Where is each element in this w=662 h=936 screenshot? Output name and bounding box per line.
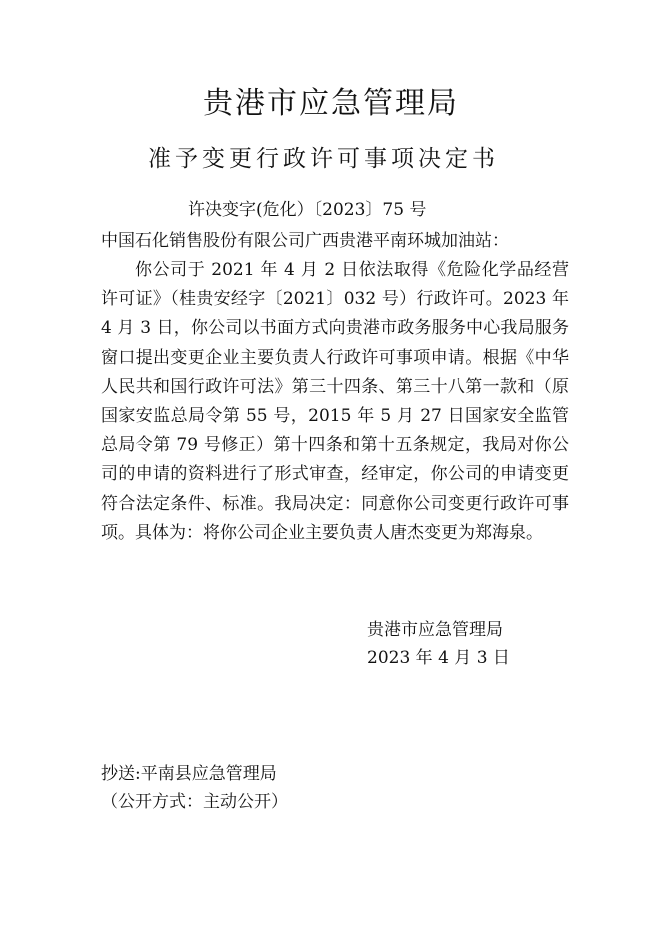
cc-line: 抄送:平南县应急管理局 <box>101 764 277 784</box>
signature-date: 2023 年 4 月 3 日 <box>367 648 510 668</box>
document-number: 许决变字(危化）〔2023〕75 号 <box>188 200 427 220</box>
disclosure-line: （公开方式：主动公开） <box>101 792 288 812</box>
signature-agency: 贵港市应急管理局 <box>367 620 503 640</box>
agency-title: 贵港市应急管理局 <box>203 86 459 121</box>
body-paragraph: 你公司于 2021 年 4 月 2 日依法取得《危险化学品经营许可证》（桂贵安经字〔2021〕032 号）行政许可。2023 年 4 月 3 日，你公司以书面方式向贵港市政务服务中心我局服务窗口提出变更企业主要负责人行政许可事项申请。根据《中华人民共和国行政许可法》第三十四条、第三十八第一款和（原国家安监总局令第 55 号，2015 年 5 月 27 日国家安全监管总局令第 79 号修正）第十四条和第十五条规定，我局对你公司的申请的资料进行了形式审查，经审定，你公司的申请变更符合法定条件、标准。我局决定：同意你公司变更行政许可事项。具体为：将你公司企业主要负责人唐杰变更为郑海泉。 <box>101 260 569 543</box>
signature-block <box>367 616 510 672</box>
recipient-line: 中国石化销售股份有限公司广西贵港平南环城加油站： <box>101 231 509 251</box>
footer-block <box>101 760 288 816</box>
decision-title: 准予变更行政许可事项决定书 <box>148 146 499 172</box>
